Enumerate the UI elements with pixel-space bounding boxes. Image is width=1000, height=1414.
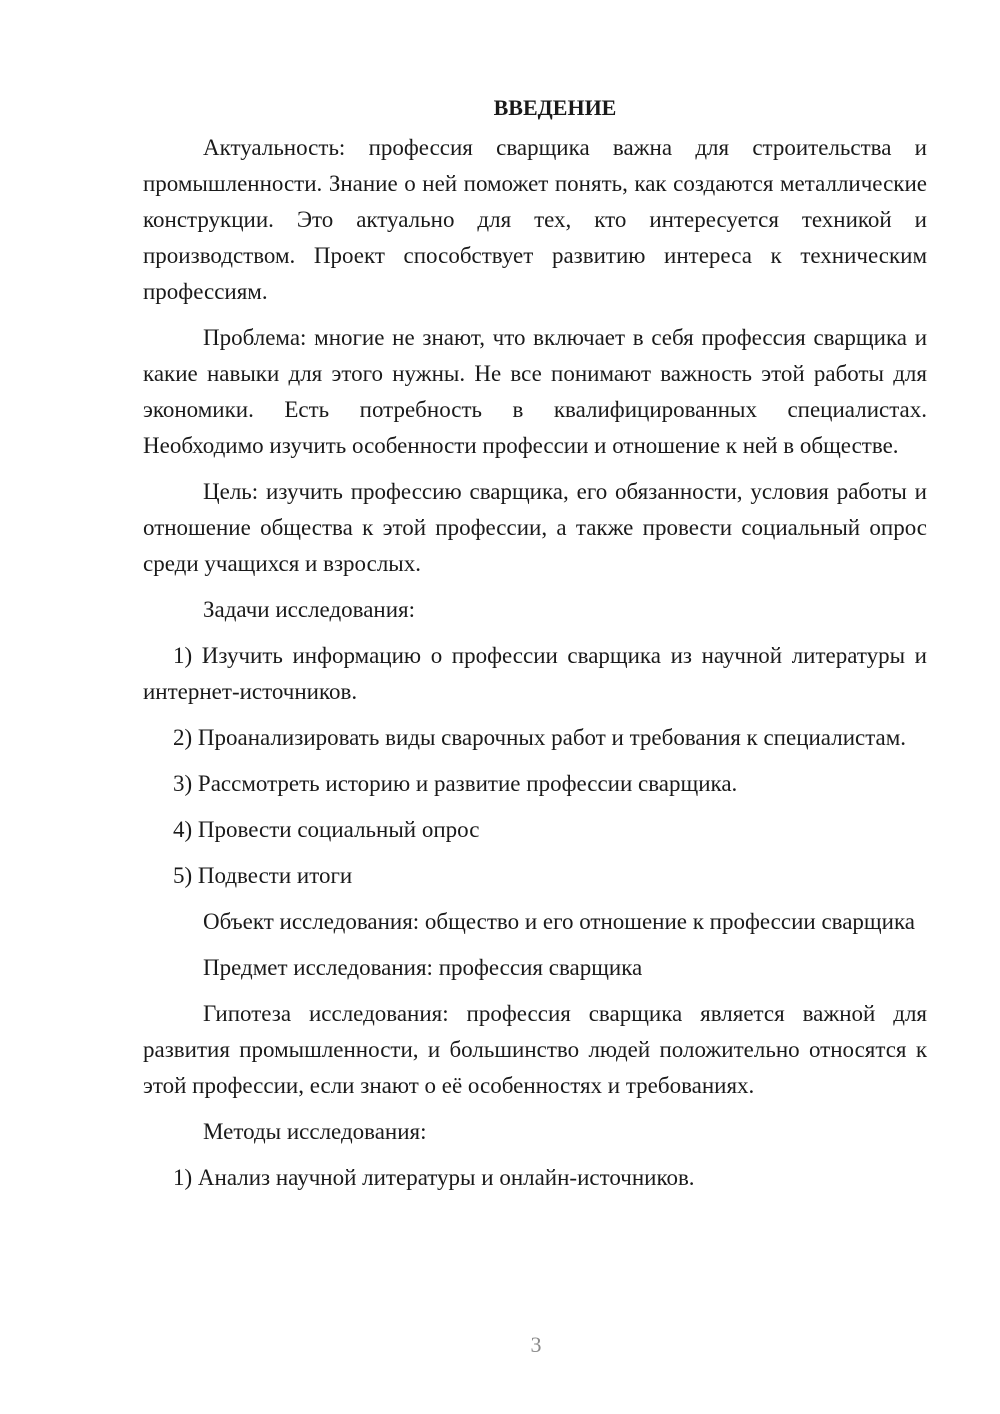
paragraph-object: Объект исследования: общество и его отношение к профессии сварщика [203,909,915,934]
document-page [143,90,927,1206]
section-title: ВВЕДЕНИЕ [493,95,617,120]
paragraph-subject: Предмет исследования: профессия сварщика [203,955,643,980]
tasks-list [143,638,927,894]
method-item-1: 1) Анализ научной литературы и онлайн-источников. [173,1165,695,1190]
task-item-2: 2) Проанализировать виды сварочных работ и требования к специалистам. [173,725,907,750]
methods-heading: Методы исследования: [203,1119,427,1144]
paragraph-actuality: Актуальность: профессия сварщика важна для строительства и промышленности. Знание о ней поможет понять, как создаются металлические конструкции. Это актуально для тех, кто интересуется техникой и производством. Проект способствует развитию интереса к техническим профессиям. [143,135,927,304]
paragraph-hypothesis: Гипотеза исследования: профессия сварщика является важной для развития промышленности, и большинство людей положительно относятся к этой профессии, если знают о её особенностях и требованиях. [143,1001,927,1098]
task-item-1: 1) Изучить информацию о профессии сварщика из научной литературы и интернет-источников. [143,643,927,704]
paragraph-goal: Цель: изучить профессию сварщика, его обязанности, условия работы и отношение общества к этой профессии, а также провести социальный опрос среди учащихся и взрослых. [143,479,927,576]
task-item-4: 4) Провести социальный опрос [173,817,480,842]
tasks-heading: Задачи исследования: [203,597,416,622]
page-number: 3 [530,1332,542,1357]
paragraph-problem: Проблема: многие не знают, что включает в себя профессия сварщика и какие навыки для этого нужны. Не все понимают важность этой работы для экономики. Есть потребность в квалифицированных специалистах. Необходимо изучить особенности профессии и отношение к ней в обществе. [143,325,927,458]
methods-list [143,1160,927,1196]
task-item-5: 5) Подвести итоги [173,863,353,888]
task-item-3: 3) Рассмотреть историю и развитие профессии сварщика. [173,771,738,796]
